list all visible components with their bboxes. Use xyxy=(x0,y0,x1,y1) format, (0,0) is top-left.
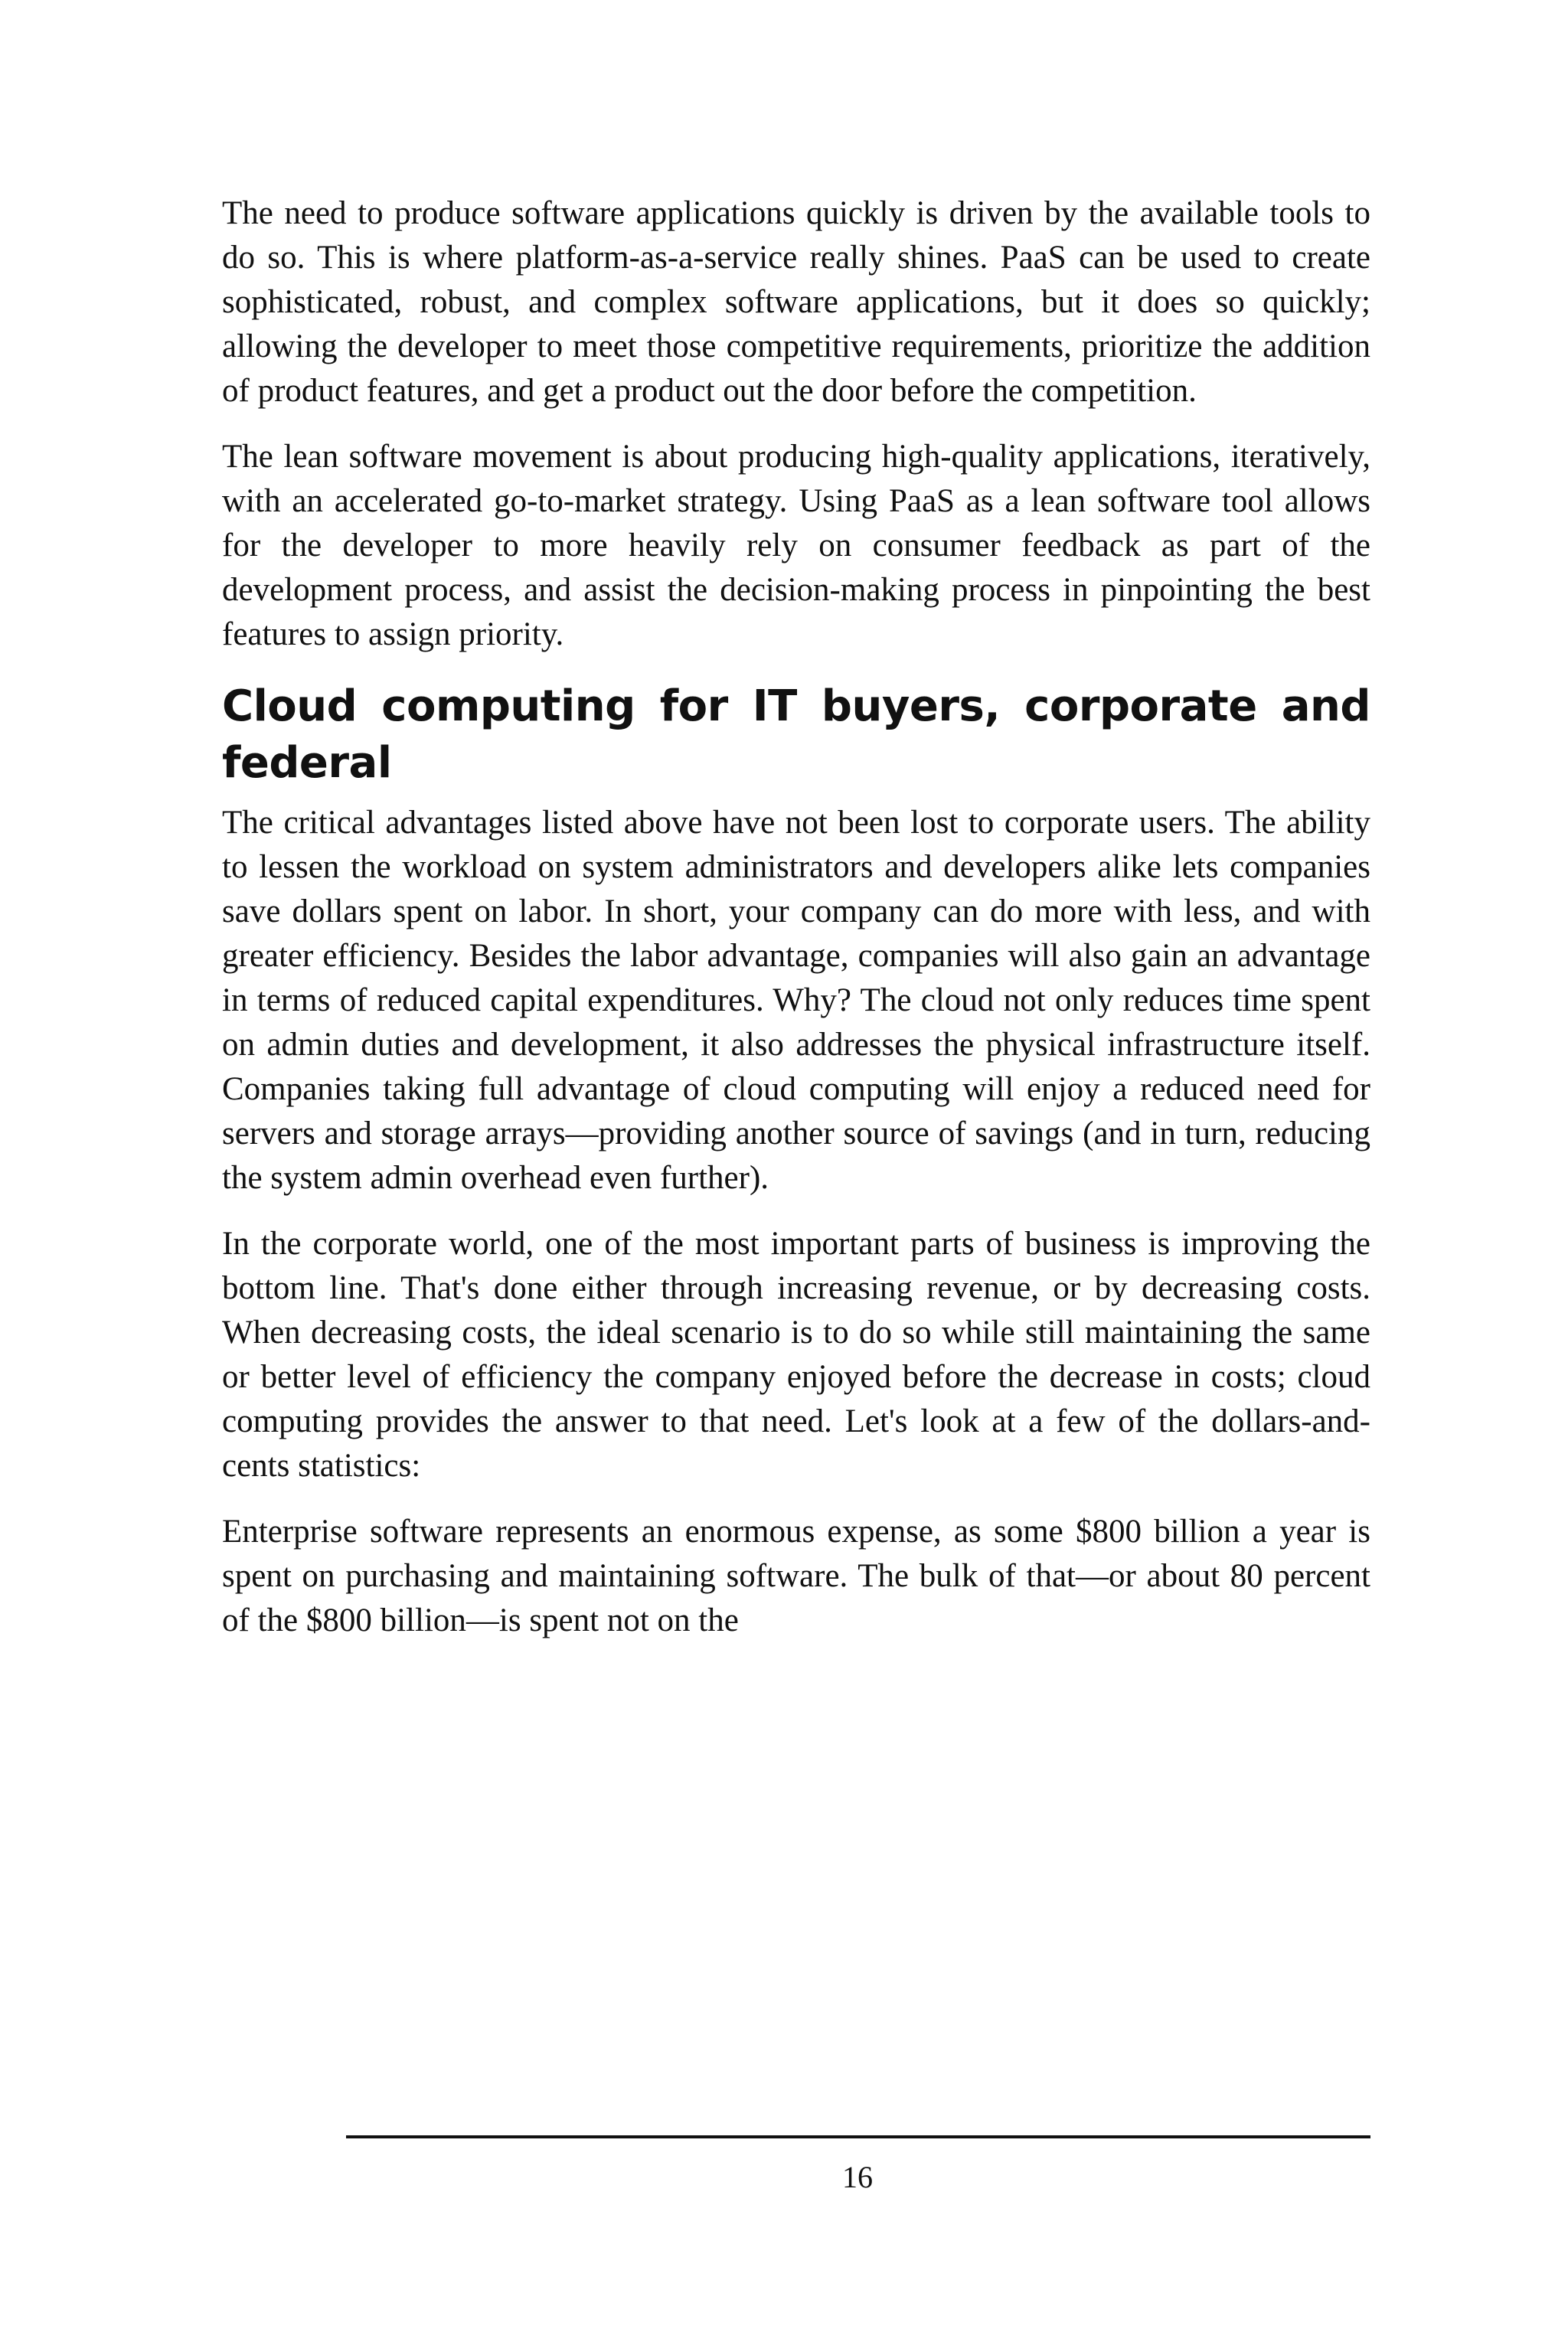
footer-divider xyxy=(346,2135,1370,2138)
page-body xyxy=(222,191,1370,1664)
paragraph-corporate-advantages: The critical advantages listed above have not been lost to corporate users. The ability to lessen the workload on system administrators and developers alike lets companies save dollars spent on labor. In short, your company can do more with less, and with greater efficiency. Besides the labor advantage, companies will also gain an advantage in terms of reduced capital expenditures. Why? The cloud not only reduces time spent on admin duties and development, it also addresses the physical infrastructure itself. Companies taking full advantage of cloud computing will enjoy a reduced need for servers and storage arrays—providing another source of savings (and in turn, reducing the system admin overhead even further). xyxy=(222,805,1370,1196)
paragraph-enterprise-software: Enterprise software represents an enormous expense, as some $800 billion a year is spent on purchasing and maintaining software. The bulk of that—or about 80 percent of the $800 billion—is spent not on the xyxy=(222,1514,1370,1638)
section-heading: Cloud computing for IT buyers, corporate and federal xyxy=(222,681,1370,788)
paragraph-paas-speed: The need to produce software applications quickly is driven by the available tools to do so. This is where platform-as-a-service really shines. PaaS can be used to create sophisticated, robust, and complex software applications, but it does so quickly; allowing the developer to meet those competitive requirements, prioritize the addition of product features, and get a product out the door before the competition. xyxy=(222,195,1370,409)
paragraph-lean-software: The lean software movement is about producing high-quality applications, iteratively, with an accelerated go-to-market strategy. Using PaaS as a lean software tool allows for the developer to more heavily rely on consumer feedback as part of the development process, and assist the decision-making process in pinpointing the best features to assign priority. xyxy=(222,439,1370,652)
paragraph-bottom-line: In the corporate world, one of the most important parts of business is improving the bottom line. That's done either through increasing revenue, or by decreasing costs. When decreasing costs, the ideal scenario is to do so while still maintaining the same or better level of efficiency the company enjoyed before the decrease in costs; cloud computing provides the answer to that need. Let's look at a few of the dollars-and-cents statistics: xyxy=(222,1226,1370,1484)
page-number: 16 xyxy=(842,2160,873,2194)
